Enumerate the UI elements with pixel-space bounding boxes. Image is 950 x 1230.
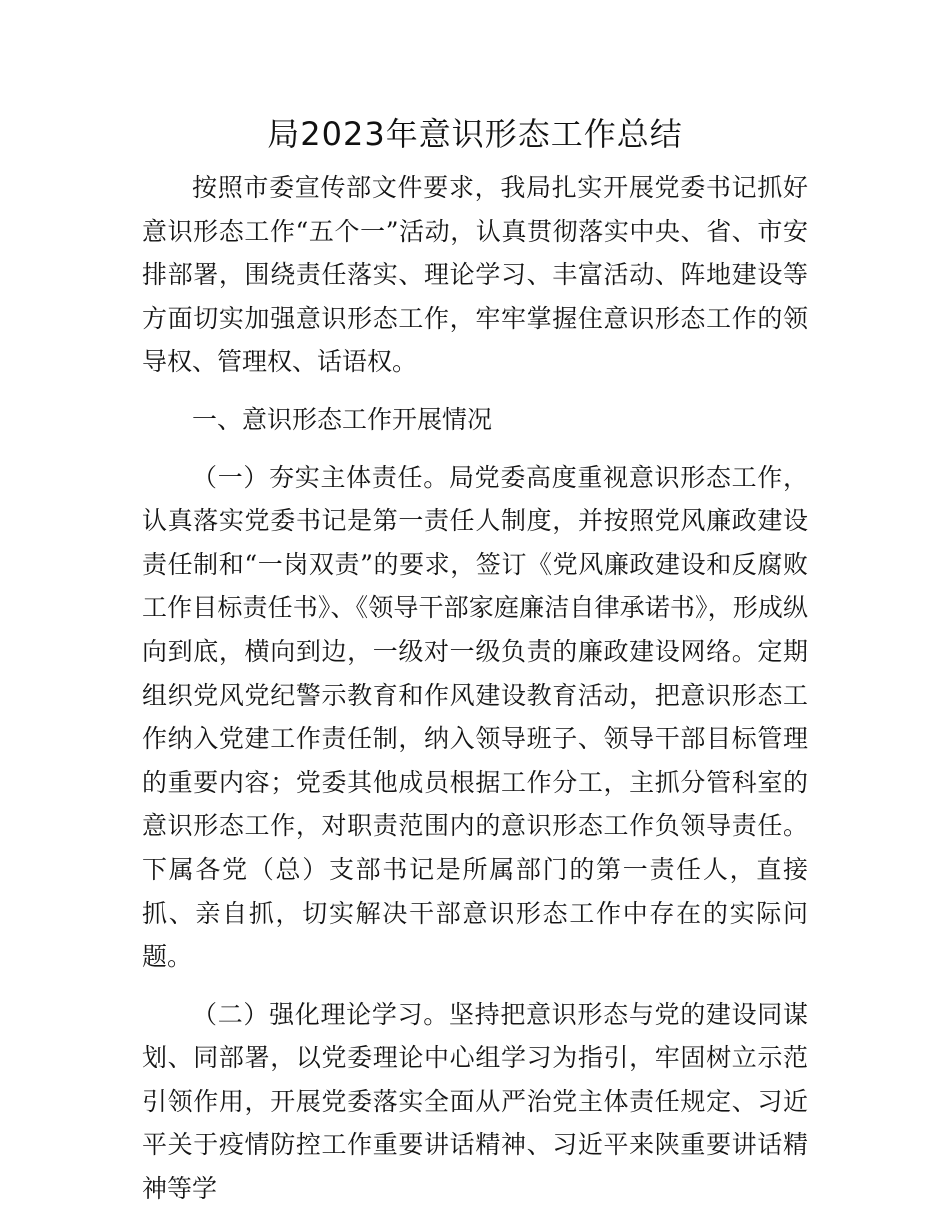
section-heading: 一、意识形态工作开展情况 <box>192 404 493 434</box>
document-title: 局2023年意识形态工作总结 <box>267 115 683 153</box>
intro-paragraph: 按照市委宣传部文件要求，我局扎实开展党委书记抓好意识形态工作“五个一”活动，认真贯彻落实中央、省、市安排部署，围绕责任落实、理论学习、丰富活动、阵地建设等方面切实加强意识形态工作，牢牢掌握住意识形态工作的领导权、管理权、话语权。 <box>142 173 808 377</box>
body-paragraph: （二）强化理论学习。坚持把意识形态与党的建设同谋划、同部署，以党委理论中心组学习为指引，牢固树立示范引领作用，开展党委落实全面从严治党主体责任规定、习近平关于疫情防控工作重要讲话精神、习近平来陕重要讲话精神等学 <box>142 999 808 1204</box>
body-paragraph: （一）夯实主体责任。局党委高度重视意识形态工作，认真落实党委书记是第一责任人制度，并按照党风廉政建设责任制和“一岗双责”的要求，签订《党风廉政建设和反腐败工作目标责任书》、《领导干部家庭廉洁自律承诺书》，形成纵向到底，横向到边，一级对一级负责的廉政建设网络。定期组织党风党纪警示教育和作风建设教育活动，把意识形态工作纳入党建工作责任制，纳入领导班子、领导干部目标管理的重要内容；党委其他成员根据工作分工，主抓分管科室的意识形态工作，对职责范围内的意识形态工作负领导责任。下属各党（总）支部书记是所属部门的第一责任人，直接抓、亲自抓，切实解决干部意识形态工作中存在的实际问题。 <box>142 462 808 972</box>
document-body <box>142 166 808 1211</box>
